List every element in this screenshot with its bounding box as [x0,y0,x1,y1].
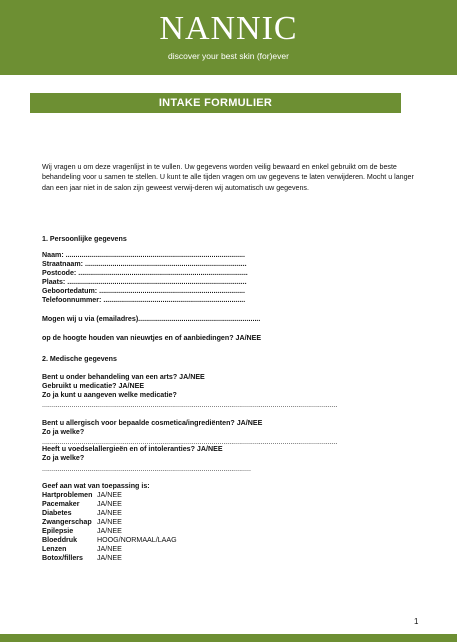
field-street: Straatnaam: .................................................................................. [42,260,247,268]
field-city: Plaats: ........................................................................................... [42,278,247,286]
field-phone: Telefoonnummer: ........................................................................ [42,296,246,304]
page-number: 1 [414,617,419,626]
condition-label: Diabetes [42,509,72,517]
condition-value: JA/NEE [97,491,122,499]
intro-paragraph: Wij vragen u om deze vragenlijst in te vullen. Uw gegevens worden veilig bewaard en enkel gebruikt om de beste behandeling voor u samen te stellen. U kunt te alle tijden vragen om uw gegevens te laten verwijderen. Mocht u langer dan een jaar niet in de salon zijn geweest verwij-deren wij automatisch uw gegevens. [42,163,414,192]
field-birthdate: Geboortedatum: .......................................................................... [42,287,245,295]
question-which-allergy: Zo ja welke? [42,428,85,436]
condition-value: JA/NEE [97,545,122,553]
header-banner [0,0,457,75]
section-heading-medical: 2. Medische gegevens [42,355,117,363]
condition-label: Bloeddruk [42,536,78,544]
answer-line-medication: ...................................................................................................................................................... [42,401,338,409]
condition-value: JA/NEE [97,509,122,517]
condition-label: Pacemaker [42,500,80,508]
condition-value: HOOG/NORMAAL/LAAG [97,536,177,544]
condition-row [42,500,122,509]
condition-row [42,536,177,545]
condition-label: Botox/fillers [42,554,83,562]
condition-value: JA/NEE [97,554,122,562]
condition-label: Epilepsie [42,527,74,535]
condition-label: Lenzen [42,545,67,553]
question-medication: Gebruikt u medicatie? JA/NEE [42,382,145,390]
condition-label: Hartproblemen [42,491,93,499]
condition-row [42,491,122,500]
field-name: Naam: ........................................................................................... [42,251,246,259]
email-consent-line: Mogen wij u via (emailadres).............................................................. [42,315,261,323]
question-which-medication: Zo ja kunt u aangeven welke medicatie? [42,391,177,399]
condition-row [42,518,122,527]
applicable-heading: Geef aan wat van toepassing is: [42,482,150,490]
condition-row [42,545,122,554]
form-title: INTAKE FORMULIER [30,93,401,113]
condition-label: Zwangerschap [42,518,92,526]
question-allergy: Bent u allergisch voor bepaalde cosmetica/ingrediënten? JA/NEE [42,419,263,427]
newsletter-question: op de hoogte houden van nieuwtjes en of aanbiedingen? JA/NEE [42,334,262,342]
condition-value: JA/NEE [97,518,122,526]
brand-logo: NANNIC [159,10,298,47]
question-food-allergy: Heeft u voedselallergieën en of intoleranties? JA/NEE [42,445,223,453]
condition-value: JA/NEE [97,500,122,508]
answer-line-allergy: ...................................................................................................................................................... [42,438,338,446]
question-which-food-allergy: Zo ja welke? [42,454,85,462]
condition-row [42,509,122,518]
field-postcode: Postcode: ...................................................................................... [42,269,248,277]
question-doctor: Bent u onder behandeling van een arts? JA/NEE [42,373,205,381]
condition-value: JA/NEE [97,527,122,535]
answer-line-food-allergy: .......................................................................................................... [42,465,251,473]
brand-tagline: discover your best skin (for)ever [168,51,289,61]
footer-bar [0,634,457,642]
section-heading-personal: 1. Persoonlijke gegevens [42,235,127,243]
condition-row [42,554,122,563]
condition-row [42,527,122,536]
